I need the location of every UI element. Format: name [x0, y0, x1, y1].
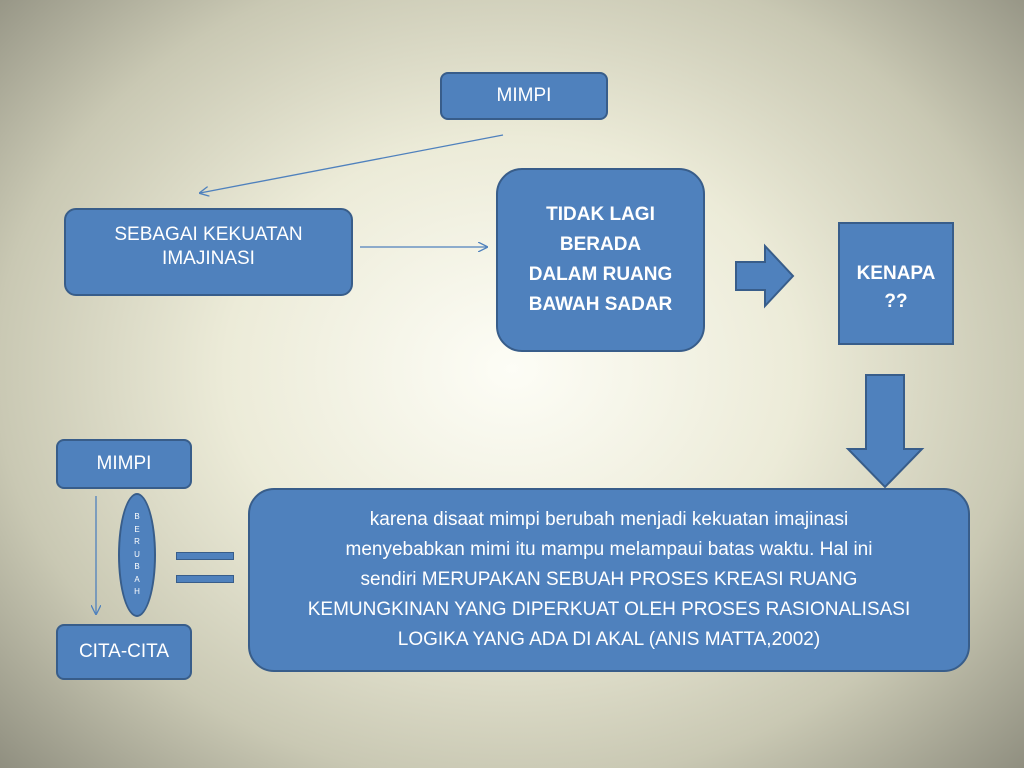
imagination-power-line-1: SEBAGAI KEKUATAN	[114, 224, 303, 246]
subconscious-line-2: BERADA	[559, 234, 642, 255]
berubah-letter: B	[134, 512, 140, 522]
subconscious-line-4: BAWAH SADAR	[528, 294, 673, 315]
mimpi-to-imagination-arrow	[200, 135, 503, 193]
why-line-2: ??	[884, 291, 908, 312]
subconscious-line-1: TIDAK LAGI	[546, 204, 655, 225]
berubah-letter: U	[134, 549, 140, 559]
explanation-line-4: KEMUNGKINAN YANG DIPERKUAT OLEH PROSES RASIONALISASI	[307, 599, 911, 620]
imagination-power-line-2: IMAJINASI	[162, 248, 255, 269]
berubah-letter: E	[134, 524, 140, 534]
berubah-letter: H	[134, 587, 140, 597]
cita-cita-label: CITA-CITA	[78, 641, 170, 663]
explanation-line-3: sendiri MERUPAKAN SEBUAH PROSES KREASI RUANG	[360, 569, 858, 590]
berubah-letter: A	[134, 574, 140, 584]
subconscious-line-3: DALAM RUANG	[528, 264, 673, 285]
explanation-line-5: LOGIKA YANG ADA DI AKAL (ANIS MATTA,2002)	[397, 629, 821, 650]
mimpi-top-label: MIMPI	[496, 85, 552, 107]
block-arrow-down	[848, 375, 922, 487]
berubah-letter: B	[134, 562, 140, 572]
block-arrow-right	[736, 246, 793, 306]
why-line-1: KENAPA	[856, 263, 936, 284]
berubah-letter: R	[134, 537, 140, 547]
explanation-line-2: menyebabkan mimi itu mampu melampaui batas waktu. Hal ini	[345, 539, 873, 560]
mimpi-bottom-label: MIMPI	[96, 453, 152, 475]
explanation-line-1: karena disaat mimpi berubah menjadi kekuatan imajinasi	[369, 509, 849, 530]
